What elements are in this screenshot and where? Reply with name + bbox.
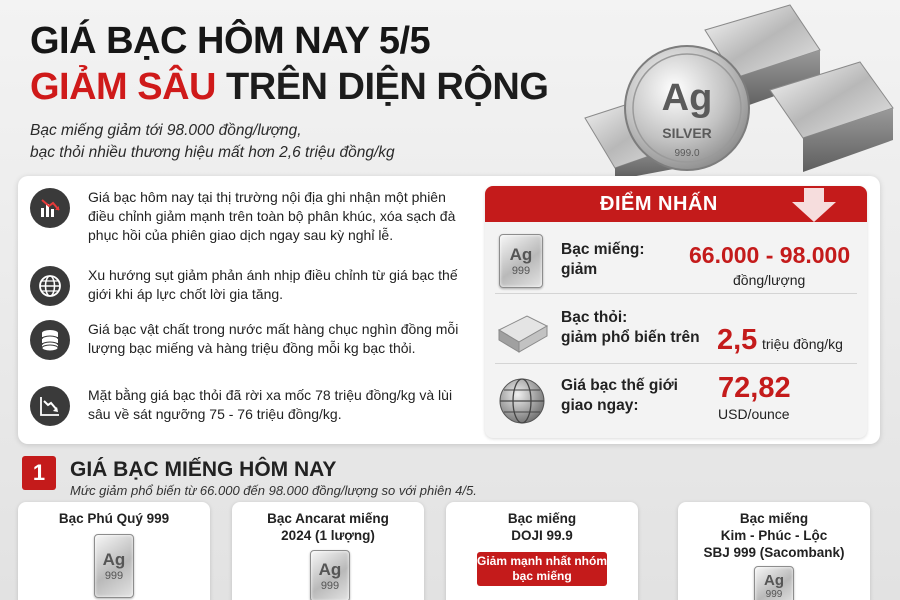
price-card [446, 502, 638, 600]
silver-plate-icon [94, 534, 134, 598]
card-name-line2: DOJI 99.9 [511, 528, 573, 543]
highlight-unit: đồng/lượng [733, 272, 806, 288]
bullet-item [30, 386, 468, 426]
card-name-line1: Bạc Phú Quý 999 [58, 511, 170, 526]
highlight-label [561, 308, 700, 348]
bullet-text: Xu hướng sụt giảm phản ánh nhịp điều chỉnh từ giá bạc thế giới khi áp lực chốt lời gia tăng. [88, 267, 458, 302]
trend-down-icon [30, 386, 70, 426]
arrow-down-icon [790, 188, 838, 222]
section-subtitle: Mức giảm phổ biến từ 66.000 đến 98.000 đồng/lượng so với phiên 4/5. [70, 483, 477, 498]
subtitle-line1: Bạc miếng giảm tới 98.000 đồng/lượng, [30, 122, 302, 139]
subtitle-line2: bạc thỏi nhiều thương hiệu mất hơn 2,6 triệu đồng/kg [30, 144, 395, 161]
title-rest: TRÊN DIỆN RỘNG [216, 66, 549, 108]
row-divider [495, 293, 857, 294]
row-divider [495, 363, 857, 364]
card-name-line3: SBJ 999 (Sacombank) [703, 545, 845, 560]
card-name [446, 510, 638, 544]
page-subtitle [30, 120, 395, 164]
highlight-label-line2: giảm phổ biến trên [561, 329, 700, 346]
coin-label: SILVER [662, 125, 712, 141]
globe-icon [30, 266, 70, 306]
coin-purity: 999.0 [674, 148, 700, 159]
highlight-label-line2: giao ngay: [561, 397, 639, 414]
highlight-row [485, 366, 867, 434]
card-name-line2: Kim - Phúc - Lộc [720, 528, 828, 543]
card-name-line1: Bạc Ancarat miếng [267, 511, 389, 526]
badge-strongest-drop: Giảm mạnh nhất nhóm bạc miếng [477, 552, 607, 586]
title-highlight: GIẢM SÂU [30, 66, 216, 108]
bullet-text: Giá bạc hôm nay tại thị trường nội địa ghi nhận một phiên điều chỉnh giảm mạnh trên toàn bộ phân khúc, xóa sạch đà phục hồi của phiên giao dịch ngay sau kỳ nghỉ lễ. [88, 189, 456, 243]
price-card [678, 502, 870, 600]
tile-purity: 999 [511, 265, 531, 277]
highlight-label-line1: Giá bạc thế giới [561, 377, 678, 394]
card-name [678, 510, 870, 561]
highlight-heading [485, 186, 867, 222]
bullet-item [30, 266, 468, 306]
card-name-line2: 2024 (1 lượng) [281, 528, 375, 543]
bullet-item [30, 320, 468, 360]
highlight-row [485, 226, 867, 294]
highlight-label: Bạc miếng: giảm [561, 241, 645, 278]
bullet-text: Mặt bằng giá bạc thỏi đã rời xa mốc 78 triệu đồng/kg và lùi sâu về sát ngưỡng 75 - 76 triệu đồng/kg. [88, 387, 453, 422]
section-title: GIÁ BẠC MIẾNG HÔM NAY [70, 458, 337, 481]
coin-symbol: Ag [661, 77, 713, 119]
card-name-line1: Bạc miếng [507, 511, 577, 526]
globe-icon [497, 376, 547, 426]
highlight-value: 72,82 [718, 372, 791, 404]
price-card [232, 502, 424, 600]
tile-symbol: Ag [764, 572, 784, 589]
card-name [232, 510, 424, 544]
silver-bars-illustration [575, 0, 900, 180]
page-title-line1: GIÁ BẠC HÔM NAY 5/5 [30, 20, 431, 62]
page-title-line2 [30, 66, 548, 109]
highlight-value: 2,5 [717, 324, 758, 356]
section-number: 1 [22, 456, 56, 490]
silver-bar-icon [495, 310, 551, 354]
silver-plate-icon [499, 234, 543, 288]
tile-symbol: Ag [509, 245, 533, 264]
highlight-unit: USD/ounce [718, 406, 790, 422]
bar-chart-down-icon [30, 188, 70, 228]
tile-symbol: Ag [318, 560, 342, 579]
tile-purity: 999 [320, 580, 340, 592]
tile-purity: 999 [104, 570, 124, 582]
highlight-row [485, 296, 867, 364]
silver-plate-icon [310, 550, 350, 600]
bullet-text: Giá bạc vật chất trong nước mất hàng chục nghìn đồng mỗi lượng bạc miếng và hàng triệu đồng mỗi kg bạc thỏi. [88, 321, 459, 356]
tile-purity: 999 [765, 589, 783, 600]
highlight-value: 66.000 - 98.000 [689, 242, 851, 268]
card-name [18, 510, 210, 527]
price-card [18, 502, 210, 600]
card-name-line1: Bạc miếng [739, 511, 809, 526]
silver-plate-icon [754, 566, 794, 600]
highlight-box [485, 186, 867, 438]
coin-stack-icon [30, 320, 70, 360]
tile-symbol: Ag [102, 550, 126, 569]
highlight-label [561, 376, 678, 416]
highlight-unit: triệu đồng/kg [762, 336, 843, 352]
bullet-item [30, 188, 468, 245]
highlight-heading-text: ĐIỂM NHẤN [600, 192, 718, 215]
highlight-label-line1: Bạc thỏi: [561, 309, 628, 326]
